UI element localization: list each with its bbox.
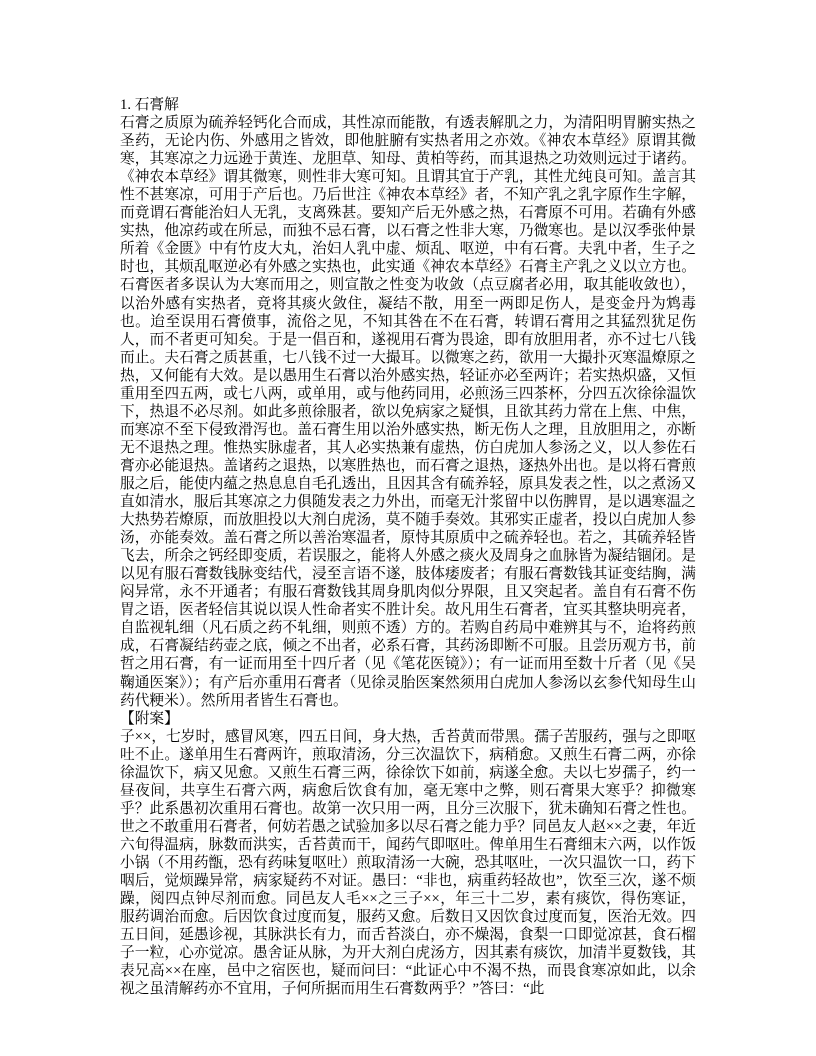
main-paragraph: 石膏之质原为硫养轻钙化合而成，其性凉而能散，有透表解肌之力，为清阳明胃腑实热之圣药，无论内伤、外感用之皆效，即他脏腑有实热者用之亦效。《神农本草经》原谓其微寒，其寒凉之力远逊于黄连、龙胆草、知母、黄柏等药，而其退热之功效则远过于诸药。《神农本草经》谓其微寒，则性非大寒可知。且谓其宜于产乳，其性尤纯良可知。盖言其性不甚寒凉，可用于产后也。乃后世注《神农本草经》者，不知产乳之乳字原作生字解，而竟谓石膏能治妇人无乳，支离殊甚。要知产后无外感之热，石膏原不可用。若确有外感实热，他凉药或在所忌，而独不忌石膏，以石膏之性非大寒，乃微寒也。是以汉季张仲景所着《金匮》中有竹皮大丸，治妇人乳中虚、烦乱、呕逆，中有石膏。夫乳中者，生子之时也，其烦乱呕逆必有外感之实热也，此实通《神农本草经》石膏主产乳之义以立方也。石膏医者多误认为大寒而用之，则宣散之性变为收敛（点豆腐者必用，取其能收敛也），以治外感有实热者，竟将其痰火敛住，凝结不散，用至一两即足伤人，是变金丹为鸩毒也。迨至误用石膏偾事，流俗之见，不知其咎在不在石膏，转谓石膏用之其猛烈犹足伤人，而不者更可知矣。于是一倡百和，遂视用石膏为畏途，即有放胆用者，亦不过七八钱而止。夫石膏之质甚重，七八钱不过一大撮耳。以微寒之药，欲用一大撮扑灭寒温燎原之热，又何能有大效。是以愚用生石膏以治外感实热，轻证亦必至两许；若实热炽盛，又恒重用至四五两，或七八两，或单用，或与他药同用，必煎汤三四茶杯，分四五次徐徐温饮下，热退不必尽剂。如此多煎徐服者，欲以免病家之疑惧，且欲其药力常在上焦、中焦，而寒凉不至下侵致滑泻也。盖石膏生用以治外感实热，断无伤人之理，且放胆用之，亦断无不退热之理。惟热实脉虚者，其人必实热兼有虚热，仿白虎加人参汤之义，以人参佐石膏亦必能退热。盖诸药之退热，以寒胜热也，而石膏之退热，逐热外出也。是以将石膏煎服之后，能使内蕴之热息息自毛孔透出，且因其含有硫养轻，原具发表之性，以之煮汤又直如清水，服后其寒凉之力俱随发表之力外出，而毫无汁浆留中以伤脾胃，是以遇寒温之大热势若燎原，而放胆投以大剂白虎汤，莫不随手奏效。其邪实正虚者，投以白虎加人参汤，亦能奏效。盖石膏之所以善治寒温者，原恃其原质中之硫养轻也。若之，其硫养轻皆飞去，所余之钙经即变质，若误服之，能将人外感之痰火及周身之血脉皆为凝结锢闭。是以见有服石膏数钱脉变结代，浸至言语不遂，肢体痿废者；有服石膏数钱其证变结胸，满闷异常，永不开通者；有服石膏数钱其周身肌肉似分界限，且又突起者。盖自有石膏不伤胃之语，医者轻信其说以误人性命者实不胜计矣。故凡用生石膏者，宜买其整块明亮者，自监视轧细（凡石质之药不轧细，则煎不透）方的。若购自药局中难辨其与不，迨将药煎成，石膏凝结药壶之底，倾之不出者，必系石膏，其药汤即断不可服。且尝历观方书，前哲之用石膏，有一证而用至十四斤者（见《笔花医镜》）；有一证而用至数十斤者（见《吴鞠通医案》）；有产后亦重用石膏者（见徐灵胎医案然须用白虎加人参汤以玄参代知母生山药代粳米）。然所用者皆生石膏也。	[120, 115, 696, 709]
document-title: 1. 石膏解	[120, 97, 179, 113]
appended-cases-heading: 【附案】	[120, 710, 179, 727]
cases-paragraph: 子××，七岁时，感冒风寒，四五日间，身大热，舌苔黄而带黑。孺子苦服药，强与之即呕吐不止。遂单用生石膏两许，煎取清汤，分三次温饮下，病稍愈。又煎生石膏二两，亦徐徐温饮下，病又见愈。又煎生石膏三两，徐徐饮下如前，病遂全愈。夫以七岁孺子，约一昼夜间，共享生石膏六两，病愈后饮食有加，毫无寒中之弊，则石膏果大寒乎？抑微寒乎？此系愚初次重用石膏也。故第一次只用一两，且分三次服下，犹未确知石膏之性也。世之不敢重用石膏者，何妨若愚之试验加多以尽石膏之能力乎？同邑友人赵××之妻，年近六旬得温病，脉数而洪实，舌苔黄而干，闻药气即呕吐。俾单用生石膏细末六两，以作饭小锅（不用药甑，恐有药味复呕吐）煎取清汤一大碗，恐其呕吐，一次只温饮一口，药下咽后，觉烦躁异常，病家疑药不对证。愚曰：“非也，病重药轻故也”，饮至三次，遂不烦躁，阅四点钟尽剂而愈。同邑友人毛××之三子××，年三十二岁，素有痰饮，得伤寒证，服药调治而愈。后因饮食过度而复，服药又愈。后数日又因饮食过度而复，医治无效。四五日间，延愚诊视，其脉洪长有力，而舌苔淡白，亦不燥渴，食梨一口即觉凉甚，食石榴子一粒，心亦觉凉。愚舍证从脉，为开大剂白虎汤方，因其素有痰饮，加清半夏数钱，其表兄高××在座，邑中之宿医也，疑而问曰：“此证心中不渴不热，而畏食寒凉如此，以余视之虽清解药亦不宜用，子何所据而用生石膏数两乎？”答曰：“此	[120, 728, 696, 998]
